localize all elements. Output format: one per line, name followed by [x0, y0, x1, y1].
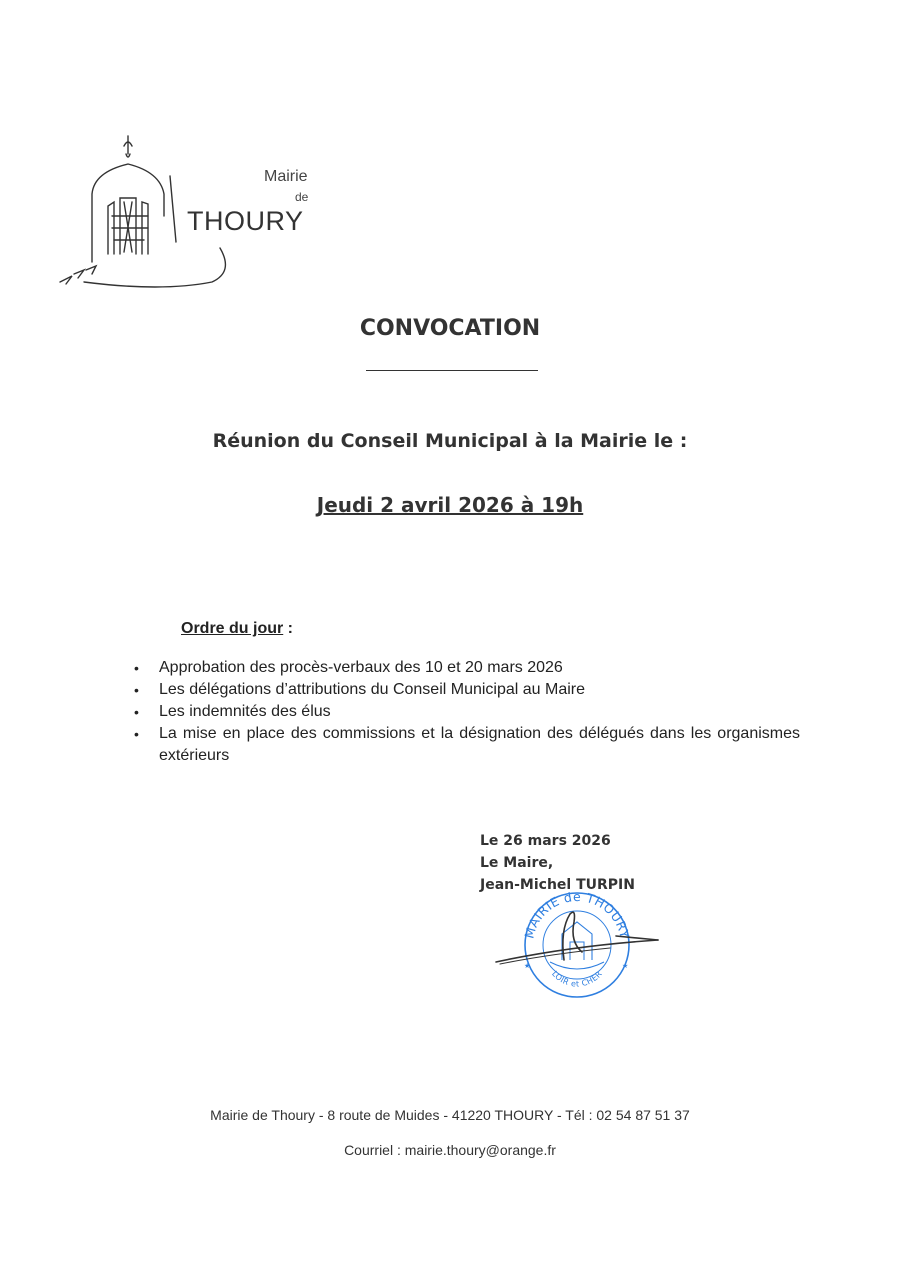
logo-mairie-text: Mairie	[264, 168, 308, 185]
signature-name: Jean-Michel TURPIN	[480, 877, 635, 893]
bullet-icon: •	[134, 726, 139, 742]
signature-date: Le 26 mars 2026	[480, 833, 611, 849]
agenda-item	[134, 723, 800, 767]
agenda-item	[134, 701, 800, 723]
agenda-item	[134, 657, 800, 679]
bullet-icon: •	[134, 682, 139, 698]
mairie-logo	[52, 132, 322, 294]
svg-text:★: ★	[622, 962, 629, 970]
stamp-bottom-text: LOIR et CHER	[549, 969, 605, 989]
logo-thoury-text: THOURY	[187, 206, 304, 236]
footer-address: Mairie de Thoury - 8 route de Muides - 41220 THOURY - Tél : 02 54 87 51 37	[210, 1107, 690, 1123]
handwritten-signature-icon	[496, 912, 658, 964]
meeting-date-line	[0, 493, 900, 517]
agenda-item-text: La mise en place des commissions et la désignation des délégués dans les organismes extérieurs	[159, 725, 800, 764]
agenda-heading-label: Ordre du jour	[181, 620, 284, 637]
svg-text:MAIRIE de THOURY	[521, 890, 632, 940]
footer-email: Courriel : mairie.thoury@orange.fr	[344, 1142, 556, 1158]
bullet-icon: •	[134, 660, 139, 676]
page-title: CONVOCATION	[359, 316, 541, 341]
signature-block	[480, 830, 635, 896]
logo-de-text: de	[295, 190, 309, 204]
official-stamp	[490, 890, 670, 1000]
agenda-item-text: Approbation des procès-verbaux des 10 et 20 mars 2026	[159, 659, 563, 676]
agenda-item-text: Les délégations d’attributions du Conseil Municipal au Maire	[159, 681, 586, 698]
meeting-date: Jeudi 2 avril 2026 à 19h	[316, 493, 584, 517]
agenda-item	[134, 679, 800, 701]
agenda-item-text: Les indemnités des élus	[159, 703, 331, 720]
meeting-subtitle: Réunion du Conseil Municipal à la Mairie le :	[212, 430, 688, 452]
agenda-heading-colon: :	[283, 620, 294, 637]
agenda-heading	[181, 620, 293, 638]
title-underline-divider	[366, 370, 538, 371]
stamp-seal-icon	[490, 890, 670, 1000]
stamp-top-text: MAIRIE de THOURY	[521, 890, 633, 940]
svg-text:★: ★	[524, 962, 531, 970]
agenda-list	[134, 657, 800, 767]
bullet-icon: •	[134, 704, 139, 720]
signature-role: Le Maire,	[480, 855, 554, 871]
